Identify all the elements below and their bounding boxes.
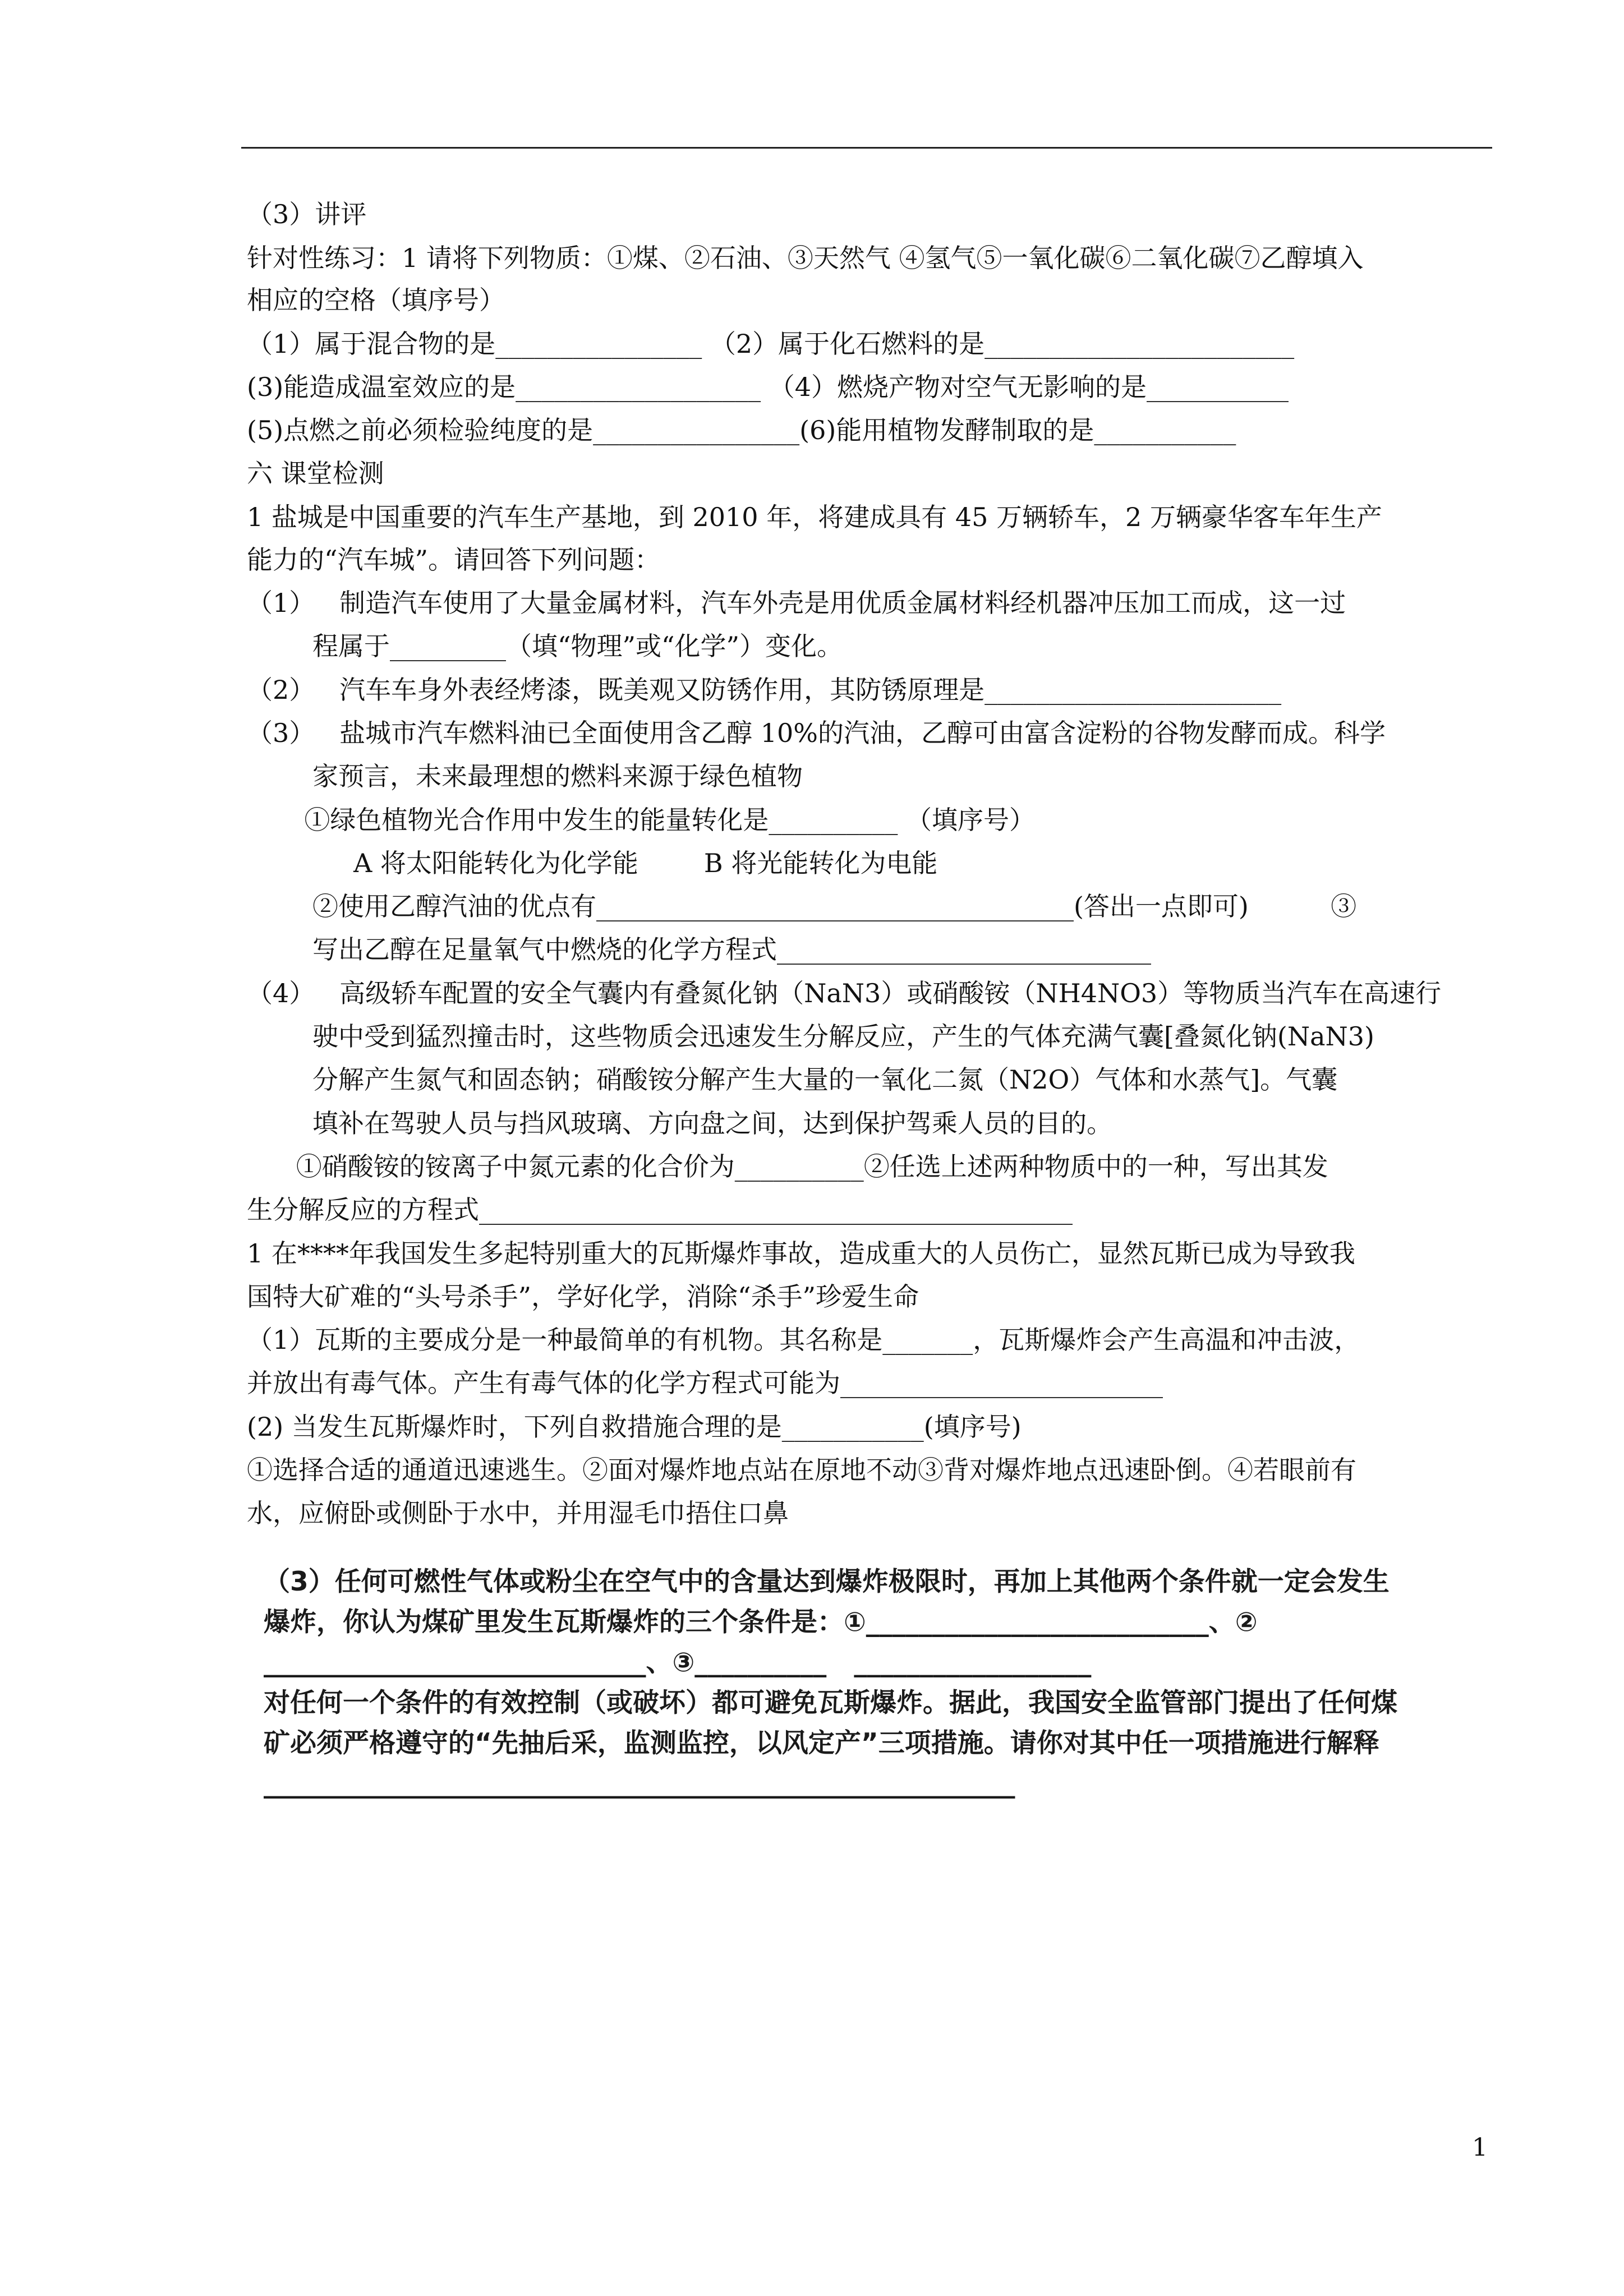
scanned-part-3-cont-5: _________________________________________________________ [264, 1768, 1015, 1799]
question-2-intro: 1 在****年我国发生多起特别重大的瓦斯爆炸事故，造成重大的人员伤亡，显然瓦斯已成为导致我 [247, 1238, 1355, 1269]
section-review-heading: （3）讲评 [247, 199, 367, 229]
question-1-part-3-sub-2: ②使用乙醇汽油的优点有_____________________________________(答出一点即可) ③ [247, 891, 1357, 921]
section-six-heading: 六 课堂检测 [247, 458, 384, 488]
exercise-item-3-4: (3)能造成温室效应的是___________________ （4）燃烧产物对空气无影响的是___________ [247, 372, 1289, 402]
scanned-part-3-cont-2: _____________________________、③__________ __________________ [264, 1647, 1092, 1678]
question-1-part-3: （3） 盐城市汽车燃料油已全面使用含乙醇 10%的汽油，乙醇可由富含淀粉的谷物发酵而成。科学 [247, 718, 1386, 748]
question-2-part-2-options: ①选择合适的通道迅速逃生。②面对爆炸地点站在原地不动③背对爆炸地点迅速卧倒。④若眼前有 [247, 1455, 1356, 1485]
question-1-intro: 1 盐城是中国重要的汽车生产基地，到 2010 年，将建成具有 45 万辆轿车，2 万辆豪华客车年生产 [247, 502, 1382, 532]
question-2-part-1: （1）瓦斯的主要成分是一种最简单的有机物。其名称是_______，瓦斯爆炸会产生高温和冲击波， [247, 1325, 1360, 1355]
question-1-part-4: （4） 高级轿车配置的安全气囊内有叠氮化钠（NaN3）或硝酸铵（NH4NO3）等物质当汽车在高速行 [247, 978, 1442, 1008]
scanned-part-3-cont-4: 矿必须严格遵守的“先抽后采，监测监控，以风定产”三项措施。请你对其中任一项措施进行解释 [264, 1728, 1379, 1759]
question-1-part-4-sub-cont: 生分解反应的方程式______________________________________________ [247, 1195, 1073, 1225]
page-number: 1 [1472, 2133, 1488, 2162]
question-2-intro-cont: 国特大矿难的“头号杀手”，学好化学，消除“杀手”珍爱生命 [247, 1281, 919, 1312]
scanned-part-3: （3）任何可燃性气体或粉尘在空气中的含量达到爆炸极限时，再加上其他两个条件就一定会发生 [264, 1566, 1390, 1597]
exercise-intro: 针对性练习：1 请将下列物质：①煤、②石油、③天然气 ④氢气⑤一氧化碳⑥二氧化碳⑦乙醇填入 [247, 243, 1364, 273]
question-1-part-1-cont: 程属于_________（填“物理”或“化学”）变化。 [247, 631, 843, 661]
question-1-part-4-cont-2: 分解产生氮气和固态钠；硝酸铵分解产生大量的一氧化二氮（N2O）气体和水蒸气]。气囊 [247, 1064, 1338, 1095]
exercise-item-5-6: (5)点燃之前必须检验纯度的是________________(6)能用植物发酵制取的是___________ [247, 415, 1236, 445]
question-2-part-2-options-cont: 水，应俯卧或侧卧于水中，并用湿毛巾捂住口鼻 [247, 1498, 789, 1528]
question-2-part-2: (2) 当发生瓦斯爆炸时，下列自救措施合理的是___________(填序号) [247, 1412, 1022, 1442]
question-1-part-1: （1） 制造汽车使用了大量金属材料，汽车外壳是用优质金属材料经机器冲压加工而成，这一过 [247, 588, 1346, 618]
question-1-part-3-sub-3: 写出乙醇在足量氧气中燃烧的化学方程式_____________________________ [247, 934, 1151, 965]
scanned-part-3-cont-1: 爆炸，你认为煤矿里发生瓦斯爆炸的三个条件是：①__________________________、② [264, 1607, 1258, 1638]
question-2-part-1-cont: 并放出有毒气体。产生有毒气体的化学方程式可能为_________________________ [247, 1368, 1163, 1398]
header-rule [241, 147, 1492, 149]
exercise-item-1-2: （1）属于混合物的是________________ （2）属于化石燃料的是________________________ [247, 329, 1295, 359]
question-1-part-3-options: A 将太阳能转化为化学能 B 将光能转化为电能 [247, 848, 938, 878]
scanned-part-3-cont-3: 对任何一个条件的有效控制（或破坏）都可避免瓦斯爆炸。据此，我国安全监管部门提出了任何煤 [264, 1688, 1397, 1718]
question-1-part-2: （2） 汽车车身外表经烤漆，既美观又防锈作用，其防锈原理是_______________________ [247, 675, 1282, 705]
question-1-intro-cont: 能力的“汽车城”。请回答下列问题： [247, 545, 661, 575]
exercise-intro-cont: 相应的空格（填序号） [247, 285, 505, 315]
question-1-part-4-cont-1: 驶中受到猛烈撞击时，这些物质会迅速发生分解反应，产生的气体充满气囊[叠氮化钠(NaN3) [247, 1021, 1375, 1052]
question-1-part-3-sub-1: ①绿色植物光合作用中发生的能量转化是__________ （填序号） [247, 805, 1035, 835]
question-1-part-3-cont: 家预言，未来最理想的燃料来源于绿色植物 [247, 761, 803, 791]
question-1-part-4-sub: ①硝酸铵的铵离子中氮元素的化合价为__________②任选上述两种物质中的一种，写出其发 [247, 1151, 1328, 1182]
question-1-part-4-cont-3: 填补在驾驶人员与挡风玻璃、方向盘之间，达到保护驾乘人员的目的。 [247, 1108, 1112, 1138]
